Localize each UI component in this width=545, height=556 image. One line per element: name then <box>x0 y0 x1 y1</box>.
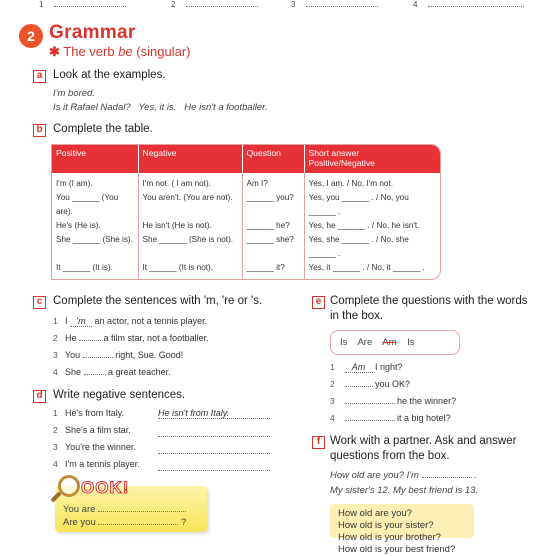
answer-blank[interactable] <box>83 357 113 358</box>
table-cell[interactable]: It ______ (It is). <box>52 261 138 279</box>
sentence-c-2 <box>53 333 209 343</box>
sentence-post: I right? <box>375 362 403 372</box>
example-f-1-end: . <box>474 470 477 481</box>
sentence-post: you OK? <box>375 379 411 389</box>
sentence-e-3 <box>330 396 456 406</box>
table-cell[interactable]: ______ it? <box>242 261 304 279</box>
exercise-letter-a: a <box>33 70 46 83</box>
instruction-e-1: Complete the questions with the words <box>330 295 528 307</box>
table-header-row <box>52 145 440 173</box>
look-line-2 <box>63 517 186 528</box>
item-number: 1 <box>53 316 58 326</box>
word-crossed: Am <box>382 337 397 348</box>
sentence-pre: You <box>65 350 81 360</box>
example-f-1-text: How old are you? I'm <box>330 470 419 481</box>
word: Is <box>407 337 415 348</box>
question-item: How old is your best friend? <box>338 544 456 555</box>
sentence-d-3 <box>53 442 136 452</box>
table-cell[interactable]: She ______ (She is). <box>52 233 138 261</box>
item-number: 2 <box>330 379 335 389</box>
section-title: Grammar <box>49 22 136 43</box>
top-number-1: 1 <box>39 0 44 9</box>
table-cell[interactable]: ______ you? <box>242 191 304 219</box>
table-cell: You aren't. (You are not). <box>138 191 242 219</box>
subtitle-pre: The verb <box>63 44 119 59</box>
subtitle-em: be <box>118 44 133 59</box>
answer-line-d-4[interactable] <box>158 461 270 471</box>
answer-blank[interactable]: 'm <box>70 316 92 327</box>
sentence-text: I'm a tennis player. <box>65 459 140 469</box>
question-item: How old is your brother? <box>338 532 441 543</box>
table-cell[interactable]: She ______ (She is not). <box>138 233 242 261</box>
table-cell[interactable]: ______ he? <box>242 219 304 233</box>
table-cell: Am I? <box>242 173 304 191</box>
answer-blank[interactable] <box>84 374 106 375</box>
instruction-f-2: questions from the box. <box>330 450 450 462</box>
header-short-answer <box>304 145 440 173</box>
table-row <box>52 233 440 261</box>
section-subtitle <box>49 44 190 60</box>
sentence-c-3 <box>53 350 183 360</box>
answer-blank[interactable] <box>345 403 395 404</box>
answer-blank[interactable] <box>345 386 373 387</box>
table-cell: Yes, I am. / No, I'm not. <box>308 179 394 188</box>
answer-blank[interactable] <box>79 340 101 341</box>
sentence-e-4 <box>330 413 451 423</box>
sentence-c-1 <box>53 316 207 327</box>
exercise-letter-e: e <box>312 296 325 309</box>
table-cell[interactable]: Yes, he ______ . / No, he isn't. <box>308 221 420 230</box>
sentence-text: She's a film star. <box>65 425 131 435</box>
item-number: 3 <box>330 396 335 406</box>
asterisk-icon: ✱ <box>49 44 60 59</box>
table-cell: I'm not. ( I am not). <box>138 173 242 191</box>
sentence-e-1 <box>330 362 403 373</box>
table-row <box>52 191 440 219</box>
example-f-1 <box>330 470 477 481</box>
sentence-post: right, Sue. Good! <box>115 350 184 360</box>
example-a-1: I'm bored. <box>53 88 95 99</box>
answer-line-d-1[interactable]: He isn't from Italy. <box>158 408 270 419</box>
example-f-2: My sister's 12. My best friend is 13. <box>330 485 479 496</box>
table-cell[interactable]: ______ she? <box>242 233 304 261</box>
question-item: How old is your sister? <box>338 520 434 531</box>
top-answer-line-1[interactable] <box>54 6 126 7</box>
table-cell[interactable]: It ______ (It is not). <box>138 261 242 279</box>
header-negative: Negative <box>138 145 242 173</box>
example-f-blank[interactable] <box>422 477 472 478</box>
sentence-d-2 <box>53 425 131 435</box>
question-item: How old are you? <box>338 508 412 519</box>
sentence-post: a great teacher. <box>108 367 171 377</box>
sentence-post: an actor, not a tennis player. <box>94 316 208 326</box>
sentence-d-1 <box>53 408 124 418</box>
answer-blank[interactable]: Am <box>345 362 373 373</box>
item-number: 2 <box>53 425 58 435</box>
table-cell[interactable]: You ______ (You are). <box>52 191 138 219</box>
section-number-badge <box>19 24 43 48</box>
word: Are <box>357 337 373 348</box>
look-question-mark: ? <box>181 517 187 528</box>
look-line-2-text: Are you <box>63 517 96 528</box>
exercise-letter-f: f <box>312 436 325 449</box>
top-number-2: 2 <box>171 0 176 9</box>
table-row <box>52 219 440 233</box>
top-number-3: 3 <box>291 0 296 9</box>
look-blank-1[interactable] <box>98 511 186 512</box>
question-box-f <box>330 504 474 555</box>
header-positive: Positive <box>52 145 138 173</box>
look-title: OOK! <box>81 478 130 497</box>
sentence-text: You're the winner. <box>65 442 136 452</box>
item-number: 1 <box>53 408 58 418</box>
subtitle-post: (singular) <box>132 44 191 59</box>
sentence-c-4 <box>53 367 171 377</box>
sentence-pre: I <box>65 316 68 326</box>
table-row <box>52 261 440 279</box>
sentence-post: it a big hotel? <box>397 413 451 423</box>
item-number: 4 <box>53 367 58 377</box>
table-cell[interactable]: Yes, you ______ . / No, you ______ . <box>308 193 409 216</box>
top-answer-line-2[interactable] <box>186 6 258 7</box>
top-number-4: 4 <box>413 0 418 9</box>
answer-line-d-3[interactable] <box>158 444 270 454</box>
word: Is <box>340 337 348 348</box>
top-answer-line-4[interactable] <box>428 6 524 7</box>
exercise-letter-b: b <box>33 124 46 137</box>
table-row <box>52 173 440 191</box>
item-number: 3 <box>53 350 58 360</box>
instruction-c: Complete the sentences with 'm, 're or 's. <box>53 295 263 307</box>
top-answer-line-3[interactable] <box>306 6 378 7</box>
answer-blank[interactable] <box>345 420 395 421</box>
sentence-d-4 <box>53 459 140 469</box>
look-blank-2[interactable] <box>98 524 178 525</box>
table-cell: I'm (I am). <box>52 173 138 191</box>
exercise-letter-c: c <box>33 296 46 309</box>
item-number: 3 <box>53 442 58 452</box>
sentence-pre: She <box>65 367 82 377</box>
sentence-e-2 <box>330 379 410 389</box>
section-number: 2 <box>27 28 35 44</box>
table-cell: He's (He is). <box>52 219 138 233</box>
example-a-2: Is it Rafael Nadal? Yes, it is. He isn't a footballer. <box>53 102 268 113</box>
answer-line-d-2[interactable] <box>158 427 270 437</box>
item-number: 1 <box>330 362 335 372</box>
exercise-letter-d: d <box>33 390 46 403</box>
instruction-b: Complete the table. <box>53 123 153 135</box>
look-line-1-text: You are <box>63 504 96 515</box>
item-number: 4 <box>330 413 335 423</box>
instruction-e-2: in the box. <box>330 310 384 322</box>
sentence-post: a film star, not a footballer. <box>103 333 209 343</box>
table-cell[interactable]: Yes, she ______ . / No, she ______ . <box>308 235 409 258</box>
header-short-answer-line1: Short answer <box>308 148 360 158</box>
item-number: 2 <box>53 333 58 343</box>
verb-be-table <box>51 144 441 280</box>
instruction-a: Look at the examples. <box>53 69 166 81</box>
look-line-1 <box>63 504 186 515</box>
item-number: 4 <box>53 459 58 469</box>
sentence-post: he the winner? <box>397 396 457 406</box>
sentence-text: He's from Italy. <box>65 408 125 418</box>
sentence-pre: He <box>65 333 77 343</box>
instruction-f-1: Work with a partner. Ask and answer <box>330 435 517 447</box>
table-cell[interactable]: Yes, it ______ . / No, it ______ . <box>308 263 425 272</box>
word-box-words <box>340 337 414 348</box>
instruction-d: Write negative sentences. <box>53 389 186 401</box>
header-question: Question <box>242 145 304 173</box>
table-cell: He isn't (He is not). <box>138 219 242 233</box>
header-short-answer-line2: Positive/Negative <box>308 158 375 168</box>
